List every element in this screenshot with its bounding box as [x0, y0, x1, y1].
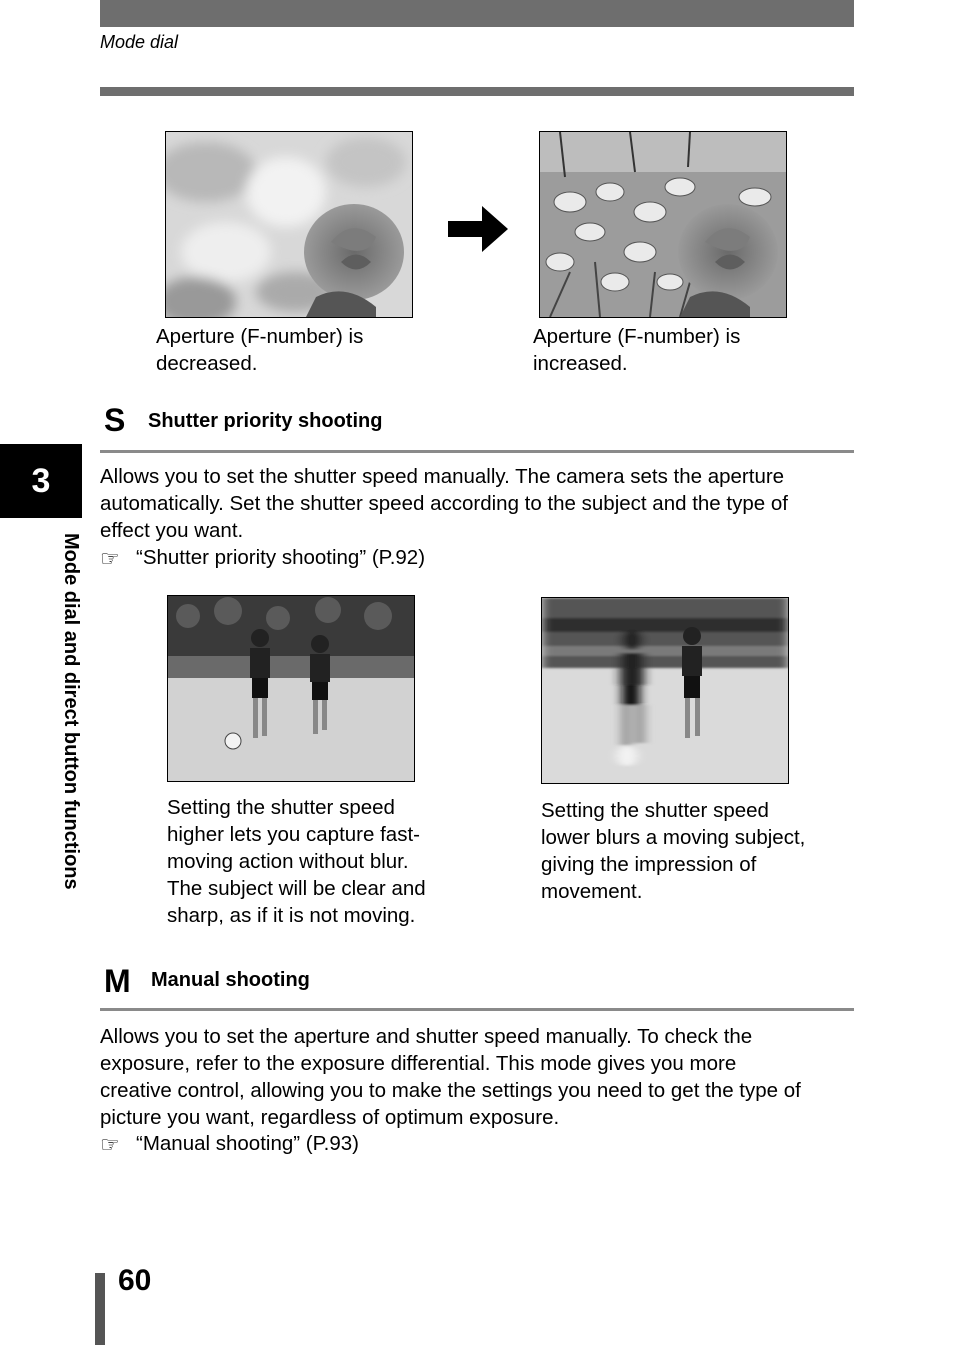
aperture-increased-caption: Aperture (F-number) is increased. — [533, 325, 741, 375]
aperture-decreased-caption: Aperture (F-number) is decreased. — [156, 325, 364, 375]
manual-reference-text: “Manual shooting” (P.93) — [136, 1132, 359, 1155]
shutter-description: Allows you to set the shutter speed manually. The camera sets the aperture automatically. Set the shutter speed according to the subject and the type of effect you want. — [100, 465, 788, 542]
chapter-side-title: Mode dial and direct button functions — [60, 533, 82, 890]
page-number: 60 — [118, 1264, 152, 1297]
header-band — [100, 0, 854, 27]
arrow-right-icon — [448, 206, 508, 252]
shutter-mode-letter: S — [104, 402, 126, 438]
rose-photo-blurred-background — [165, 131, 413, 318]
slow-shutter-caption: Setting the shutter speed lower blurs a moving subject, giving the impression of movement. — [541, 799, 806, 903]
rose-photo-sharp-background — [539, 131, 787, 318]
manual-section-title: Manual shooting — [151, 969, 310, 991]
manual-mode-letter: M — [104, 963, 131, 999]
pointing-hand-icon: ☞ — [100, 1132, 120, 1157]
shutter-reference-text: “Shutter priority shooting” (P.92) — [136, 546, 426, 569]
manual-reference — [100, 1132, 359, 1158]
manual-section-rule — [100, 1008, 854, 1011]
soccer-photo-slow-shutter — [541, 597, 789, 784]
fast-shutter-caption: Setting the shutter speed higher lets you capture fast- moving action without blur. The subject will be clear and sharp, as if it is not moving. — [167, 796, 426, 927]
shutter-reference — [100, 546, 425, 572]
shutter-section-title: Shutter priority shooting — [148, 410, 383, 432]
chapter-number: 3 — [31, 462, 51, 500]
pointing-hand-icon: ☞ — [100, 546, 120, 571]
shutter-section-rule — [100, 450, 854, 453]
manual-description: Allows you to set the aperture and shutter speed manually. To check the exposure, refer to the exposure differential. This mode gives you more creative control, allowing you to make the settings you need to get the type of picture you want, regardless of optimum exposure. — [100, 1025, 801, 1129]
header-rule — [100, 87, 854, 96]
soccer-photo-fast-shutter — [167, 595, 415, 782]
running-header: Mode dial — [100, 32, 179, 52]
page-number-bar — [95, 1273, 105, 1345]
